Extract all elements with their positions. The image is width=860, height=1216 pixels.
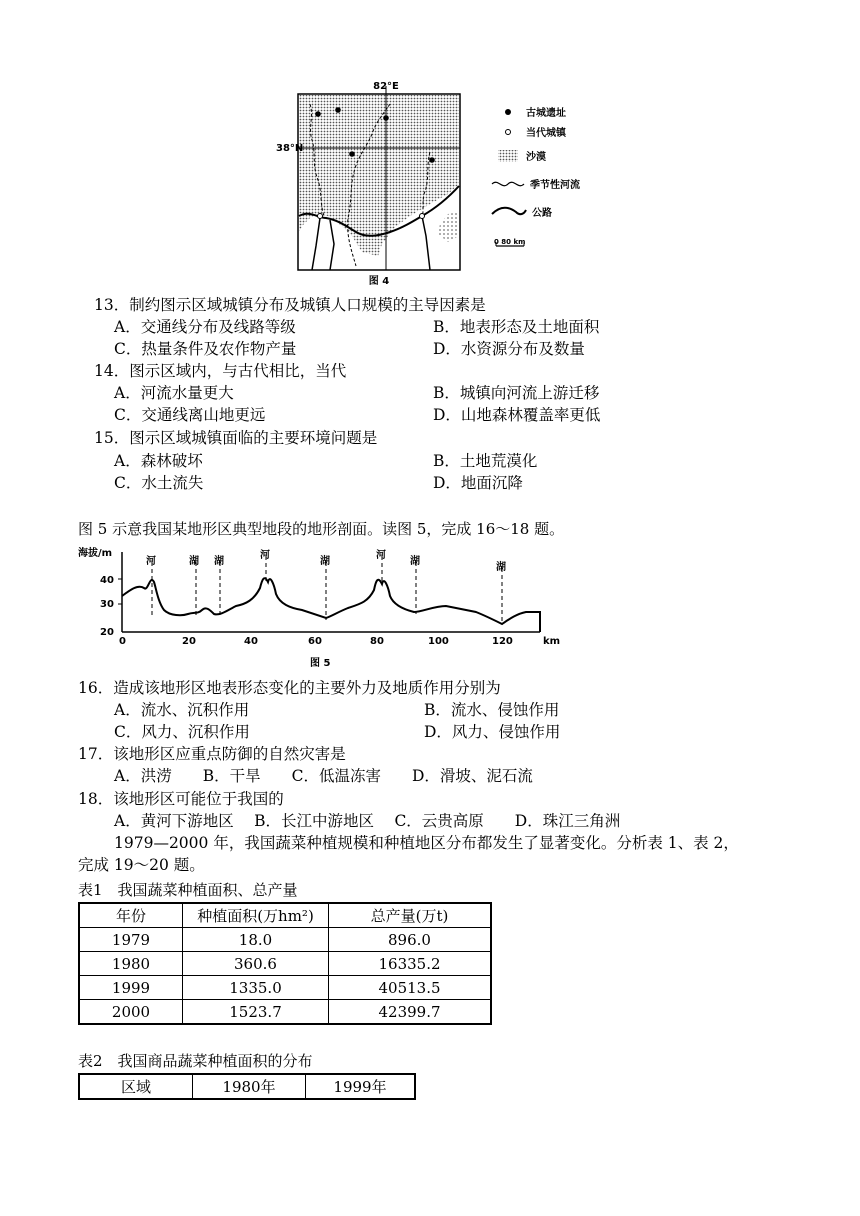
q16-option-c: C．风力、沉积作用: [114, 723, 250, 741]
question-17-stem: 17．该地形区应重点防御的自然灾害是: [78, 745, 346, 763]
table-2: [78, 1073, 416, 1100]
profile-label-river: 河: [146, 556, 156, 567]
table-cell: 1523.7: [183, 1000, 329, 1025]
q16-option-d: D．风力、侵蚀作用: [424, 723, 561, 741]
question-18-stem: 18．该地形区可能位于我国的: [78, 790, 284, 808]
profile-label-lake: 湖: [189, 556, 199, 567]
ancient-city-legend-icon: [505, 109, 511, 115]
y-axis-label: 海拔/m: [78, 548, 113, 559]
x-tick-label: 100: [428, 636, 449, 647]
q13-option-a: A．交通线分布及线路等级: [114, 318, 296, 336]
table-row: [79, 928, 491, 952]
ancient-city-dot: [383, 115, 389, 121]
table-cell: 42399.7: [329, 1000, 492, 1025]
x-tick-label: 60: [308, 636, 322, 647]
q14-option-a: A．河流水量更大: [114, 384, 234, 402]
x-tick-label: 40: [244, 636, 258, 647]
profile-label-lake: 湖: [496, 562, 506, 573]
table-cell: 40513.5: [329, 976, 492, 1000]
q14-option-d: D．山地森林覆盖率更低: [433, 406, 601, 424]
question-13-stem: 13．制约图示区域城镇分布及城镇人口规模的主导因素是: [94, 296, 486, 314]
desert-legend-icon: [498, 150, 518, 162]
q18-options: A．黄河下游地区 B．长江中游地区 C．云贵高原 D．珠江三角洲: [114, 812, 621, 830]
ancient-city-dot: [349, 151, 355, 157]
y-tick-label: 20: [100, 627, 114, 638]
table-cell: 1999: [79, 976, 183, 1000]
table-1-caption: 表1 我国蔬菜种植面积、总产量: [78, 881, 298, 899]
question-15-stem: 15．图示区域城镇面临的主要环境问题是: [94, 429, 378, 447]
table-row: [79, 1000, 491, 1025]
q13-option-c: C．热量条件及农作物产量: [114, 340, 297, 358]
q13-option-b: B．地表形态及土地面积: [433, 318, 600, 336]
figure-5-intro: 图 5 示意我国某地形区典型地段的地形剖面。读图 5，完成 16～18 题。: [78, 520, 565, 538]
seasonal-river-legend-icon: [492, 182, 524, 185]
scale-label: 0 80 km: [494, 238, 526, 246]
table-header-row: [79, 1074, 415, 1099]
x-tick-label: 0: [119, 636, 126, 647]
road-legend-icon: [492, 208, 526, 214]
modern-town-dot: [318, 214, 323, 219]
q14-option-b: B．城镇向河流上游迁移: [433, 384, 600, 402]
question-16-stem: 16．造成该地形区地表形态变化的主要外力及地质作用分别为: [78, 679, 501, 697]
legend-ancient-city: 古城遗址: [526, 108, 566, 119]
q15-option-c: C．水土流失: [114, 474, 204, 492]
ancient-city-dot: [429, 157, 435, 163]
question-14-stem: 14．图示区域内，与古代相比，当代: [94, 362, 347, 380]
modern-town-legend-icon: [506, 130, 511, 135]
table-row: [79, 952, 491, 976]
table-cell: 1335.0: [183, 976, 329, 1000]
table-1: [78, 902, 492, 1025]
terrain-profile-line: [122, 578, 540, 632]
table-row: [79, 976, 491, 1000]
modern-town-dot: [420, 214, 425, 219]
table-header-row: [79, 903, 491, 928]
table-header-cell: 1999年: [306, 1074, 416, 1099]
table-2-caption: 表2 我国商品蔬菜种植面积的分布: [78, 1052, 313, 1070]
q13-option-d: D．水资源分布及数量: [433, 340, 585, 358]
table-cell: 2000: [79, 1000, 183, 1025]
profile-label-river: 河: [376, 550, 386, 561]
profile-label-lake: 湖: [410, 556, 420, 567]
x-tick-label: 20: [182, 636, 196, 647]
legend-modern-town: 当代城镇: [526, 128, 566, 139]
x-tick-label: 80: [370, 636, 384, 647]
q15-option-a: A．森林破坏: [114, 452, 203, 470]
table-cell: 360.6: [183, 952, 329, 976]
ancient-city-dot: [335, 107, 341, 113]
table-cell: 18.0: [183, 928, 329, 952]
y-tick-label: 40: [100, 575, 114, 586]
legend-desert: 沙漠: [526, 152, 546, 163]
y-tick-label: 30: [100, 599, 114, 610]
table-header-cell: 年份: [79, 903, 183, 928]
x-tick-label: 120: [492, 636, 513, 647]
profile-label-lake: 湖: [214, 556, 224, 567]
table-header-cell: 1980年: [193, 1074, 306, 1099]
table-header-cell: 种植面积(万hm²): [183, 903, 329, 928]
figure-caption: 图 5: [310, 658, 331, 669]
table-cell: 1980: [79, 952, 183, 976]
figure-4-legend: [490, 98, 600, 258]
table-header-cell: 区域: [79, 1074, 193, 1099]
q16-option-b: B．流水、侵蚀作用: [424, 701, 560, 719]
q15-option-d: D．地面沉降: [433, 474, 523, 492]
q14-option-c: C．交通线离山地更远: [114, 406, 266, 424]
profile-label-river: 河: [260, 550, 270, 561]
legend-seasonal-river: 季节性河流: [530, 180, 580, 191]
profile-label-lake: 湖: [320, 556, 330, 567]
intro-19-line2: 完成 19～20 题。: [78, 856, 205, 874]
table-cell: 896.0: [329, 928, 492, 952]
ancient-city-dot: [315, 111, 321, 117]
lat-label: 38°N: [276, 143, 304, 154]
q17-options: A．洪涝 B．干旱 C．低温冻害 D．滑坡、泥石流: [114, 767, 533, 785]
q15-option-b: B．土地荒漠化: [433, 452, 538, 470]
table-cell: 16335.2: [329, 952, 492, 976]
intro-19-line1: 1979—2000 年，我国蔬菜种植规模和种植地区分布都发生了显著变化。分析表 1、表 2，: [114, 834, 739, 852]
legend-road: 公路: [532, 208, 552, 219]
table-header-cell: 总产量(万t): [329, 903, 492, 928]
figure-caption: 图 4: [368, 276, 390, 287]
x-unit-label: km: [543, 636, 561, 647]
figure-5-profile: [78, 544, 568, 674]
table-cell: 1979: [79, 928, 183, 952]
q16-option-a: A．流水、沉积作用: [114, 701, 250, 719]
lon-label: 82°E: [373, 81, 399, 92]
